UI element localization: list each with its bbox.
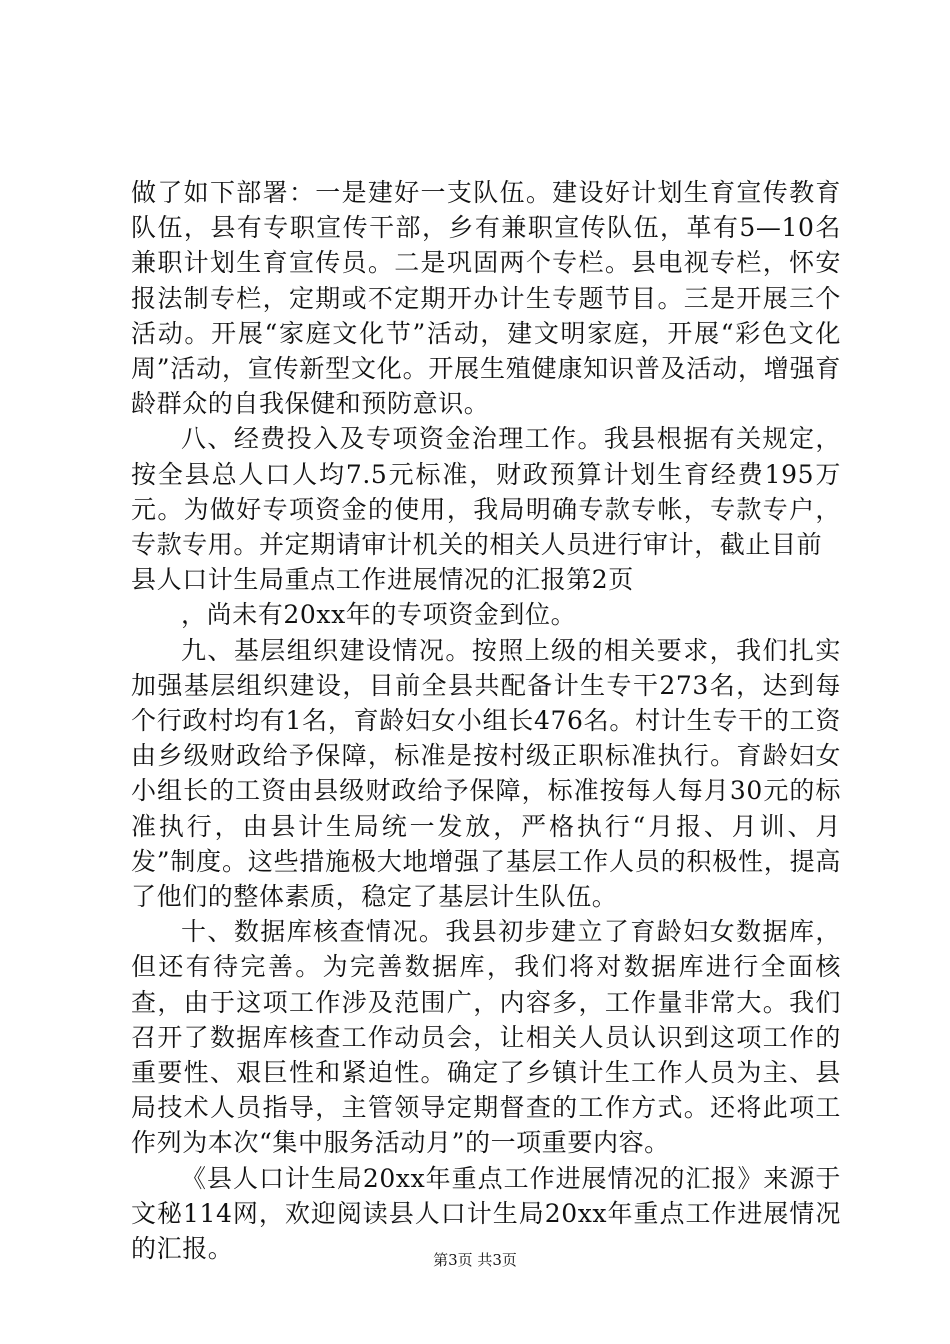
paragraph-source-note: 《县人口计生局20xx年重点工作进展情况的汇报》来源于文秘114网，欢迎阅读县人口计生局20xx年重点工作进展情况的汇报。 — [131, 1163, 841, 1264]
document-body — [131, 175, 841, 1266]
paragraph-deployment: 做了如下部署：一是建好一支队伍。建设好计划生育宣传教育队伍，县有专职宣传干部，乡有兼职宣传队伍，革有5—10名兼职计划生育宣传员。二是巩固两个专栏。县电视专栏，怀安报法制专栏，定期或不定期开办计生专题节目。三是开展三个活动。开展“家庭文化节”活动，建文明家庭，开展“彩色文化周”活动，宣传新型文化。开展生殖健康知识普及活动，增强育龄群众的自我保健和预防意识。 — [131, 178, 841, 419]
page-footer: 第3页 共3页 — [433, 1251, 517, 1269]
paragraph-grassroots: 九、基层组织建设情况。按照上级的相关要求，我们扎实加强基层组织建设，目前全县共配备计生专干273名，达到每个行政村均有1名，育龄妇女小组长476名。村计生专干的工资由乡级财政给予保障，标准是按村级正职标准执行。育龄妇女小组长的工资由县级财政给予保障，标准按每人每月30元的标准执行，由县计生局统一发放，严格执行“月报、月训、月发”制度。这些措施极大地增强了基层工作人员的积极性，提高了他们的整体素质，稳定了基层计生队伍。 — [131, 635, 841, 912]
paragraph-funding-continued: ，尚未有20xx年的专项资金到位。 — [181, 600, 577, 630]
paragraph-funding: 八、经费投入及专项资金治理工作。我县根据有关规定，按全县总人口人均7.5元标准，财政预算计划生育经费195万元。为做好专项资金的使用，我局明确专款专帐，专款专户，专款专用。并定期请审计机关的相关人员进行审计，截止目前 — [131, 424, 841, 560]
paragraph-database: 十、数据库核查情况。我县初步建立了育龄妇女数据库，但还有待完善。为完善数据库，我们将对数据库进行全面核查，由于这项工作涉及范围广，内容多，工作量非常大。我们召开了数据库核查工作动员会，让相关人员认识到这项工作的重要性、艰巨性和紧迫性。确定了乡镇计生工作人员为主、县局技术人员指导，主管领导定期督查的工作方式。还将此项工作列为本次“集中服务活动月”的一项重要内容。 — [131, 917, 841, 1158]
page-break-running-title: 县人口计生局重点工作进展情况的汇报第2页 — [131, 565, 634, 595]
